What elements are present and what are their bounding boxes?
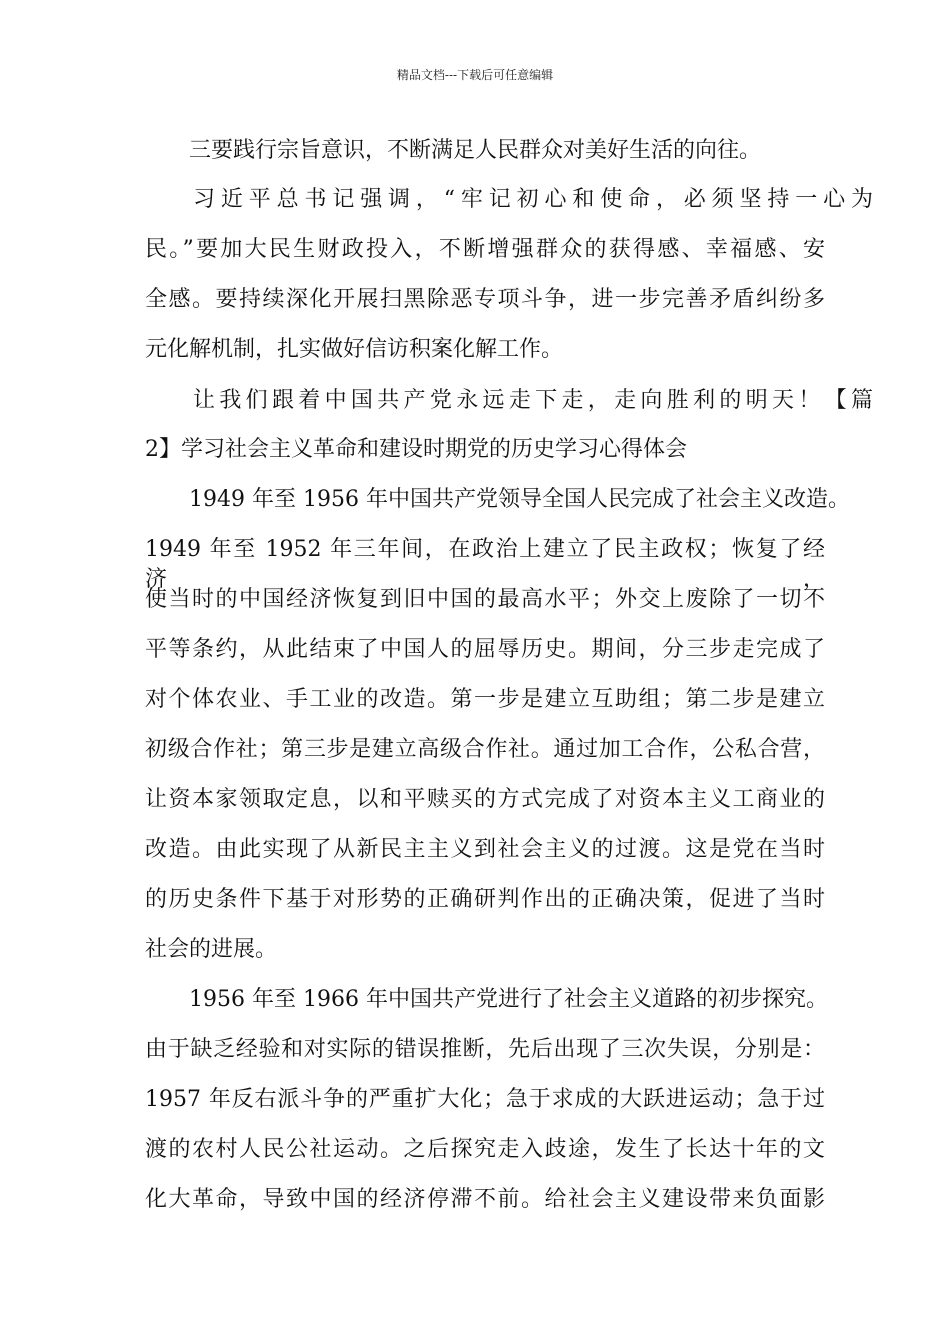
text-line: 2】学习社会主义革命和建设时期党的历史学习心得体会 <box>145 437 687 462</box>
text-line: 1957 年反右派斗争的严重扩大化；急于求成的大跃进运动；急于过 <box>145 1087 825 1112</box>
text-line: 渡的农村人民公社运动。之后探究走入歧途，发生了长达十年的文 <box>145 1137 825 1162</box>
text-line: 社会的进展。 <box>145 937 278 962</box>
text-line: 改造。由此实现了从新民主主义到社会主义的过渡。这是党在当时 <box>145 837 825 862</box>
text-line: 民。”要加大民生财政投入，不断增强群众的获得感、幸福感、安 <box>145 237 825 262</box>
text-line: 让资本家领取定息，以和平赎买的方式完成了对资本主义工商业的 <box>145 787 825 812</box>
page-header: 精品文档---下载后可任意编辑 <box>396 68 554 82</box>
text-line: 平等条约，从此结束了中国人的屈辱历史。期间，分三步走完成了 <box>145 637 825 662</box>
text-line: 使当时的中国经济恢复到旧中国的最高水平；外交上废除了一切不 <box>145 587 825 612</box>
text-line: 化大革命，导致中国的经济停滞不前。给社会主义建设带来负面影 <box>145 1187 825 1212</box>
text-line: 1949 年至 1952 年三年间，在政治上建立了民主政权；恢复了经济， <box>145 537 825 592</box>
text-line: 1949 年至 1956 年中国共产党领导全国人民完成了社会主义改造。 <box>189 487 850 512</box>
text-line: 初级合作社；第三步是建立高级合作社。通过加工合作，公私合营， <box>145 737 825 762</box>
text-line: 全感。要持续深化开展扫黑除恶专项斗争，进一步完善矛盾纠纷多 <box>145 287 825 312</box>
text-line: 让我们跟着中国共产党永远走下走，走向胜利的明天！【篇 <box>193 388 873 413</box>
text-line: 的历史条件下基于对形势的正确研判作出的正确决策，促进了当时 <box>145 887 825 912</box>
text-line: 由于缺乏经验和对实际的错误推断，先后出现了三次失误，分别是： <box>145 1037 825 1062</box>
text-line: 三要践行宗旨意识，不断满足人民群众对美好生活的向往。 <box>189 138 762 163</box>
text-line: 元化解机制，扎实做好信访积案化解工作。 <box>145 337 564 362</box>
text-line: 习近平总书记强调，“牢记初心和使命，必须坚持一心为 <box>193 187 873 212</box>
text-line: 1956 年至 1966 年中国共产党进行了社会主义道路的初步探究。 <box>189 987 828 1012</box>
text-line: 对个体农业、手工业的改造。第一步是建立互助组；第二步是建立 <box>145 687 825 712</box>
